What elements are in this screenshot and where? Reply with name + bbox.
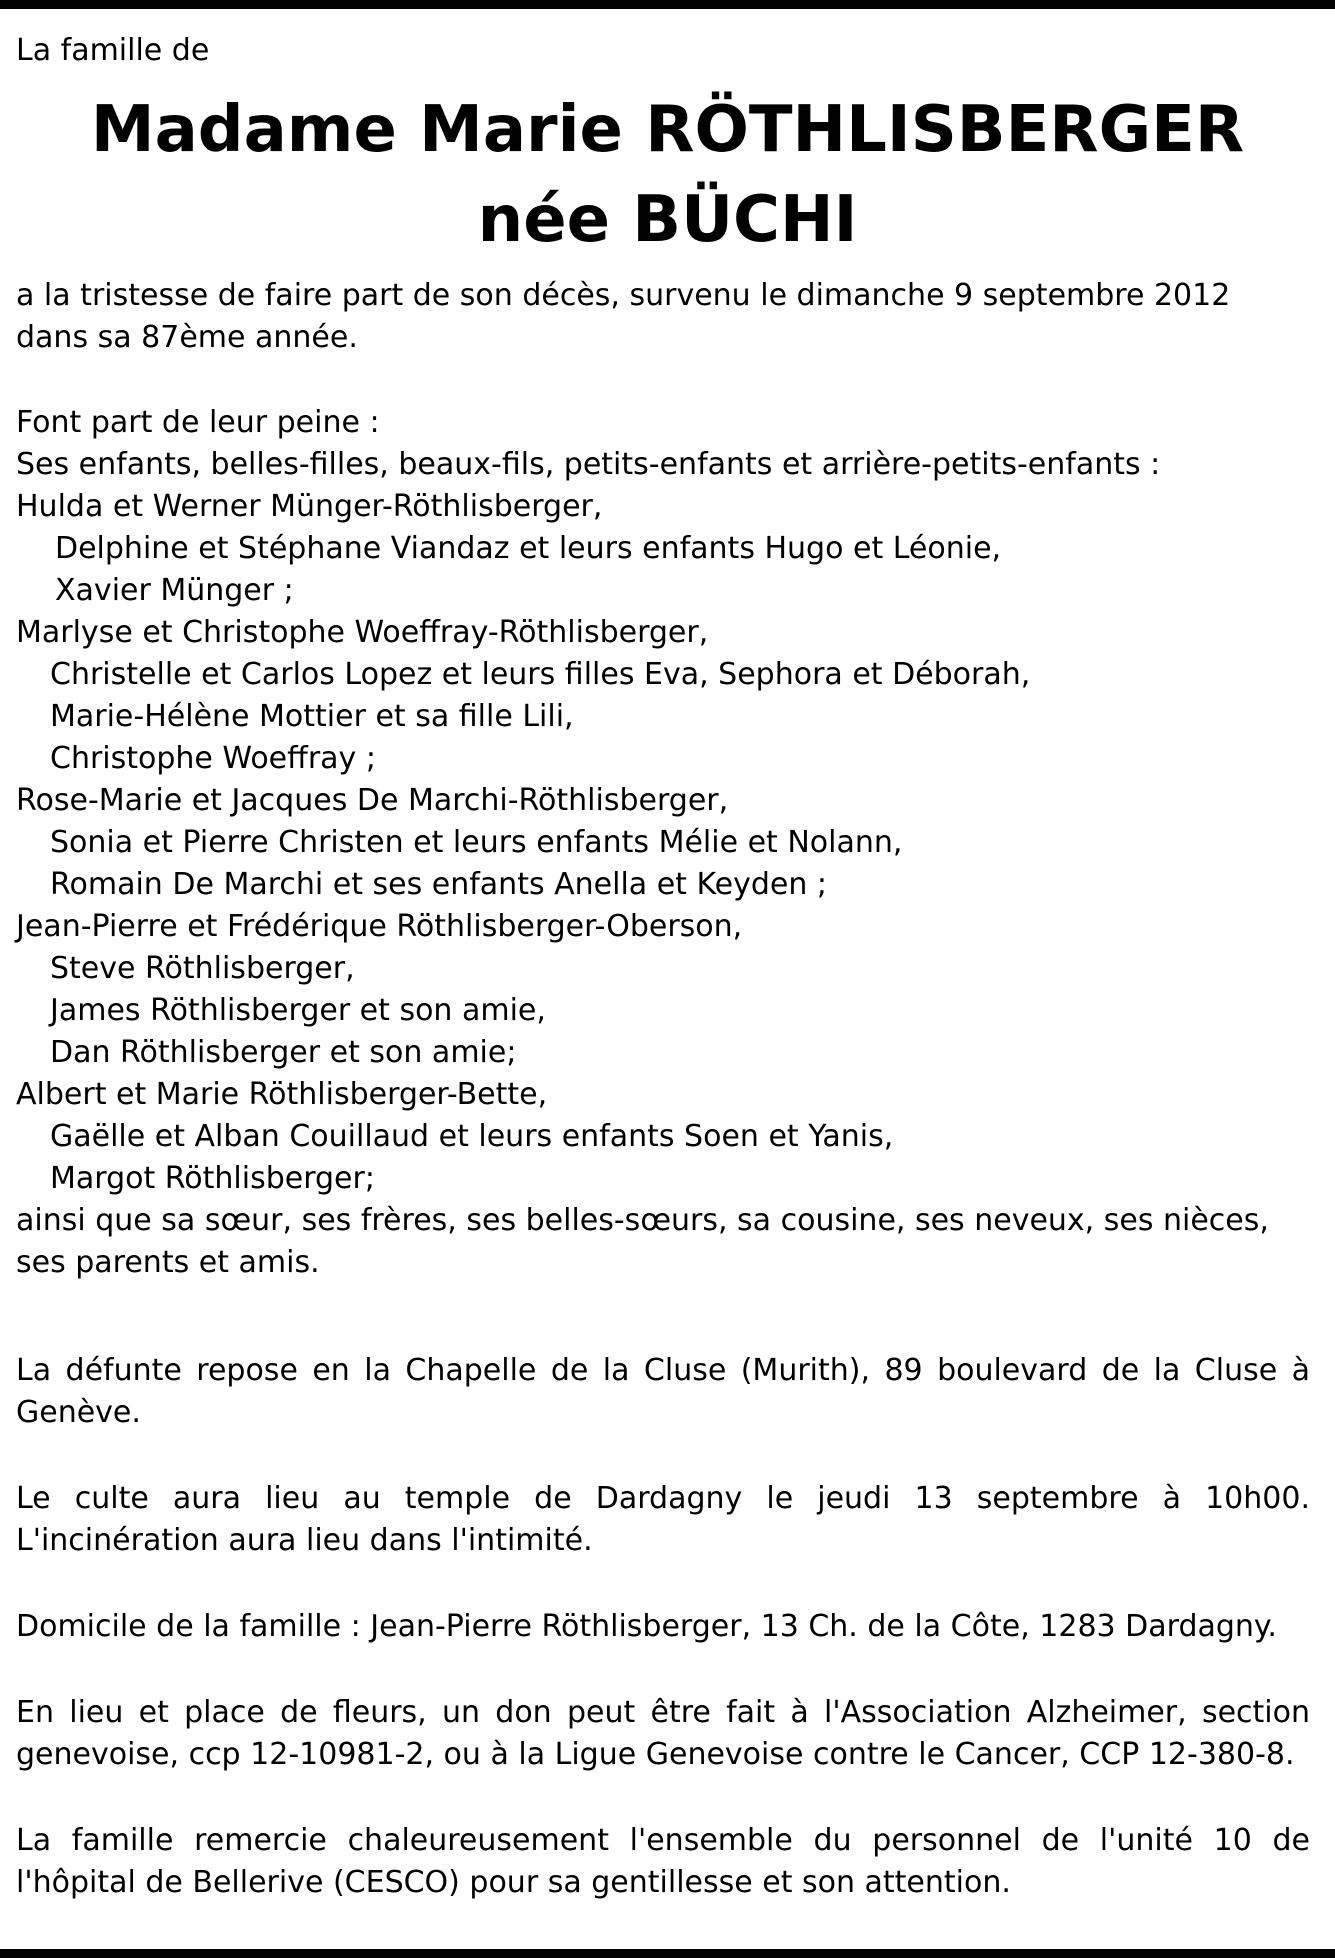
mourners-closing-line-2: ses parents et amis.: [16, 1245, 320, 1280]
mourner-line: Marlyse et Christophe Woeffray-Röthlisberger,: [16, 615, 709, 650]
family-address: Domicile de la famille : Jean-Pierre Röthlisberger, 13 Ch. de la Côte, 1283 Dardagny.: [16, 1609, 1277, 1644]
mourner-line: Xavier Münger ;: [55, 573, 294, 608]
announcement-line-2: dans sa 87ème année.: [16, 320, 358, 355]
mourner-line: Jean-Pierre et Frédérique Röthlisberger-Oberson,: [16, 909, 743, 944]
thanks-paragraph: La famille remercie chaleureusement l'ensemble du personnel de l'unité 10 de l'hôpital de Bellerive (CESCO) pour sa gentillesse et son attention.: [16, 1823, 1310, 1900]
mourner-line: Christelle et Carlos Lopez et leurs filles Eva, Sephora et Déborah,: [50, 657, 1031, 692]
donation-paragraph: En lieu et place de fleurs, un don peut être fait à l'Association Alzheimer, section genevoise, ccp 12-10981-2, ou à la Ligue Genevoise contre le Cancer, CCP 12-380-8.: [16, 1695, 1310, 1772]
mourner-line: Hulda et Werner Münger-Röthlisberger,: [16, 489, 603, 524]
deceased-name: Madame Marie RÖTHLISBERGER: [90, 93, 1245, 167]
mourner-line: Albert et Marie Röthlisberger-Bette,: [16, 1077, 548, 1112]
mourner-line: Romain De Marchi et ses enfants Anella et Keyden ;: [50, 867, 828, 902]
mourner-line: Margot Röthlisberger;: [50, 1161, 375, 1196]
mourner-line: Sonia et Pierre Christen et leurs enfants Mélie et Nolann,: [50, 825, 903, 860]
bottom-border-rule: [0, 1949, 1335, 1958]
mourner-line: Marie-Hélène Mottier et sa fille Lili,: [50, 699, 574, 734]
announcement-line-1: a la tristesse de faire part de son décès, survenu le dimanche 9 septembre 2012: [16, 278, 1231, 313]
deceased-birth-name: née BÜCHI: [477, 183, 858, 257]
mourners-closing-line-1: ainsi que sa sœur, ses frères, ses belles-sœurs, sa cousine, ses neveux, ses nièces,: [16, 1203, 1269, 1238]
mourner-line: Delphine et Stéphane Viandaz et leurs enfants Hugo et Léonie,: [55, 531, 1002, 566]
mourner-line: Gaëlle et Alban Couillaud et leurs enfants Soen et Yanis,: [50, 1119, 894, 1154]
ceremony-paragraph: Le culte aura lieu au temple de Dardagny le jeudi 13 septembre à 10h00. L'incinération aura lieu dans l'intimité.: [16, 1481, 1310, 1558]
repose-paragraph: La défunte repose en la Chapelle de la Cluse (Murith), 89 boulevard de la Cluse à Genève.: [16, 1353, 1310, 1430]
top-border-rule: [0, 0, 1335, 9]
mourner-line: Rose-Marie et Jacques De Marchi-Röthlisberger,: [16, 783, 729, 818]
mourner-line: Dan Röthlisberger et son amie;: [50, 1035, 517, 1070]
mourner-line: Christophe Woeffray ;: [50, 741, 376, 776]
mourners-heading: Ses enfants, belles-filles, beaux-fils, petits-enfants et arrière-petits-enfants :: [16, 447, 1161, 482]
mourner-line: Steve Röthlisberger,: [50, 951, 355, 986]
intro-text: La famille de: [16, 33, 210, 68]
mourners-intro: Font part de leur peine :: [16, 405, 380, 440]
mourner-line: James Röthlisberger et son amie,: [50, 993, 546, 1028]
